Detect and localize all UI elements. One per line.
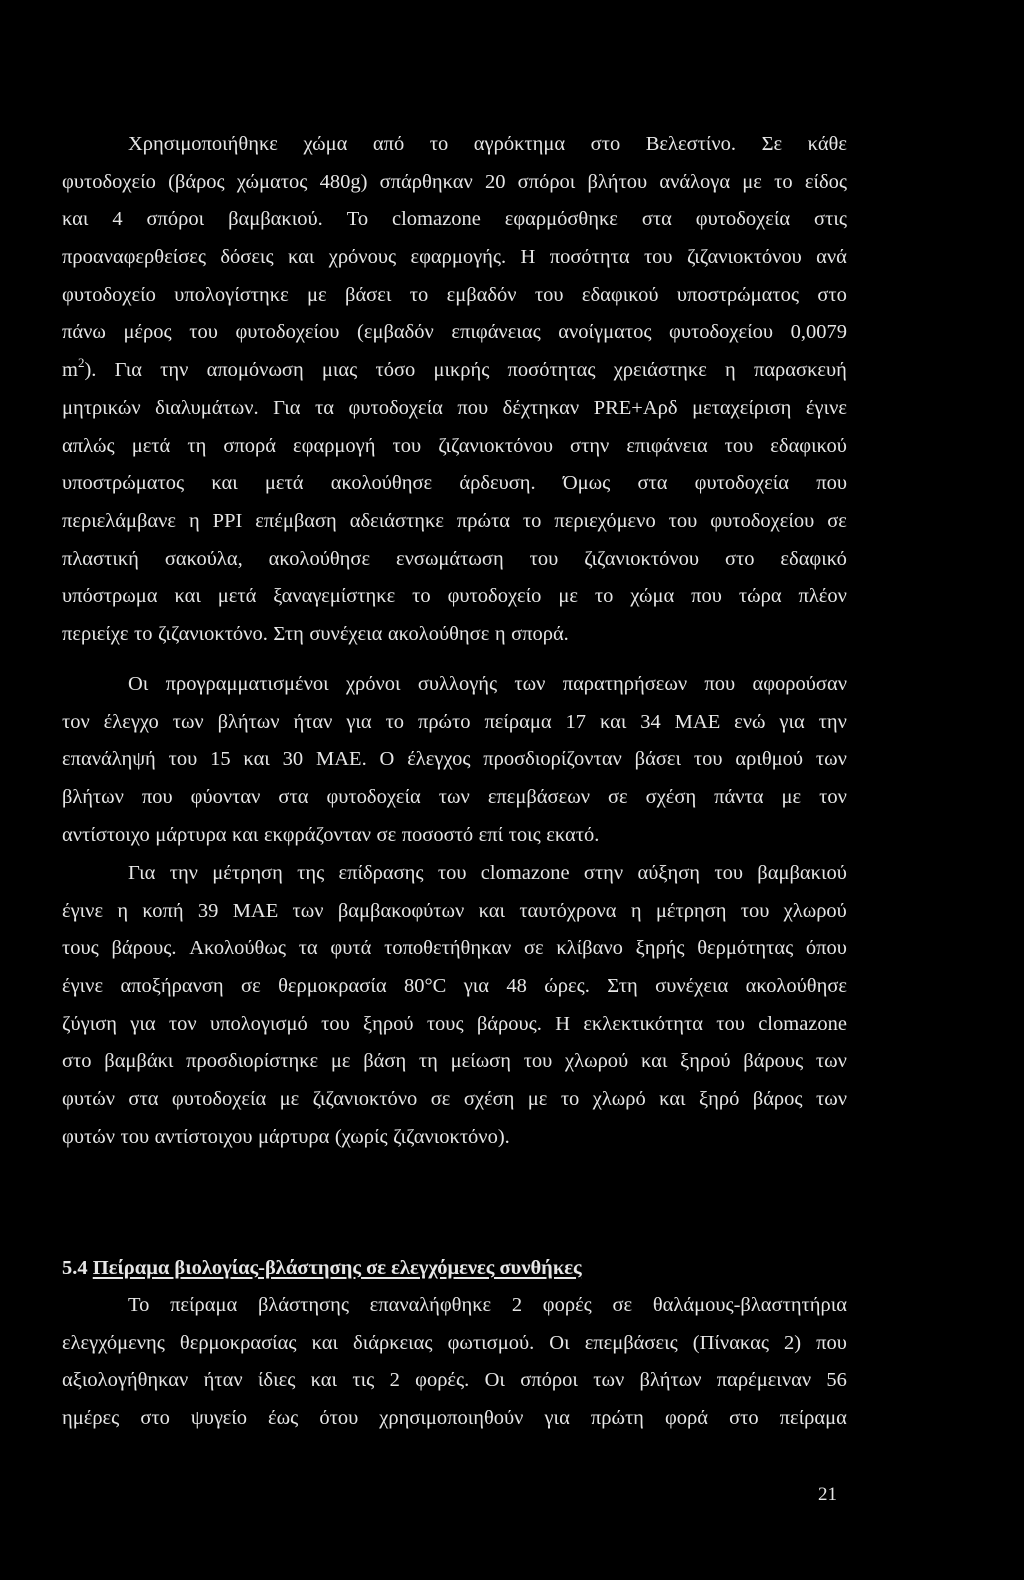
text-line: ζύγιση για τον υπολογισμό του ξηρού τους βάρους. Η εκλεκτικότητα του clomazone [62,1012,847,1035]
text-line: στο βαμβάκι προσδιορίστηκε με βάση τη μείωση του χλωρού και ξηρού βάρους των [62,1050,847,1073]
text-line: απλώς μετά τη σπορά εφαρμογή του ζιζανιοκτόνου στην επιφάνεια του εδαφικού [62,434,847,457]
text-line: και 4 σπόροι βαμβακιού. Το clomazone εφαρμόσθηκε στα φυτοδοχεία στις [62,208,847,231]
text-line: φυτών στα φυτοδοχεία με ζιζανιοκτόνο σε σχέση με το χλωρό και ξηρό βάρος των [62,1088,847,1111]
section-number: 5.4 [62,1257,88,1279]
text-line: περιελάμβανε η PPI επέμβαση αδειάστηκε πρώτα το περιεχόμενο του φυτοδοχείου σε [62,509,847,532]
text-line: ημέρες στο ψυγείο έως ότου χρησιμοποιηθούν για πρώτη φορά στο πείραμα [62,1407,847,1430]
text-line: προαναφερθείσες δόσεις και χρόνους εφαρμογής. Η ποσότητα του ζιζανιοκτόνου ανά [62,246,847,269]
paragraph [62,1287,847,1438]
text-line: αντίστοιχο μάρτυρα και εκφράζονταν σε ποσοστό επί τοις εκατό. [62,823,600,846]
text-line: φυτών του αντίστοιχου μάρτυρα (χωρίς ζιζανιοκτόνο). [62,1125,510,1148]
text-line: φυτοδοχείο υπολογίστηκε με βάσει το εμβαδόν του εδαφικού υποστρώματος στο [62,283,847,306]
text-line: περιείχε το ζιζανιοκτόνο. Στη συνέχεια ακολούθησε η σπορά. [62,622,569,645]
text-line: πλαστική σακούλα, ακολούθησε ενσωμάτωση του ζιζανιοκτόνου στο εδαφικό [62,547,847,570]
text-line: πάνω μέρος του φυτοδοχείου (εμβαδόν επιφάνειας ανοίγματος φυτοδοχείου 0,0079 [62,321,847,344]
text-line: επανάληψή του 15 και 30 ΜΑΕ. Ο έλεγχος προσδιορίζονταν βάσει του αριθμού των [62,748,847,771]
text-line: αξιολογήθηκαν ήταν ίδιες και τις 2 φορές. Οι σπόροι των βλήτων παρέμειναν 56 [62,1369,847,1392]
page-number: 21 [818,1484,837,1505]
paragraph [62,855,847,1157]
text-line: Χρησιμοποιήθηκε χώμα από το αγρόκτημα στο Βελεστίνο. Σε κάθε [128,133,847,155]
text-line: βλήτων που φύονταν στα φυτοδοχεία των επεμβάσεων σε σχέση πάντα με τον [62,786,847,809]
text-line: υποστρώματος και μετά ακολούθησε άρδευση. Όμως στα φυτοδοχεία που [62,472,847,495]
text-line: $m^2$). Για την απομόνωση μιας τόσο μικρής ποσότητας χρειάστηκε η παρασκευή [62,355,847,382]
text-line: Για την μέτρηση της επίδρασης του clomazone στην αύξηση του βαμβακιού [128,862,847,884]
text-line: φυτοδοχείο (βάρος χώματος 480g) σπάρθηκαν 20 σπόροι βλήτου ανάλογα με το είδος [62,170,847,193]
text-line: ελεγχόμενης θερμοκρασίας και διάρκειας φωτισμού. Οι επεμβάσεις (Πίνακας 2) που [62,1331,847,1354]
text-line: Το πείραμα βλάστησης επαναλήφθηκε 2 φορές σε θαλάμους-βλαστητήρια [128,1294,847,1316]
text-line: τον έλεγχο των βλήτων ήταν για το πρώτο πείραμα 17 και 34 ΜΑΕ ενώ για την [62,710,847,733]
section-title: Πείραμα βιολογίας-βλάστησης σε ελεγχόμενες συνθήκες [92,1257,582,1279]
paragraph [62,666,847,854]
text-line: τους βάρους. Ακολούθως τα φυτά τοποθετήθηκαν σε κλίβανο ξηρής θερμότητας όπου [62,937,847,960]
text-line: έγινε αποξήρανση σε θερμοκρασία 80°C για 48 ώρες. Στη συνέχεια ακολούθησε [62,975,847,998]
text-line: μητρικών διαλυμάτων. Για τα φυτοδοχεία που δέχτηκαν PRE+Αρδ μεταχείριση έγινε [62,396,847,419]
text-line: Οι προγραμματισμένοι χρόνοι συλλογής των παρατηρήσεων που αφορούσαν [128,673,847,695]
section-heading [62,1249,582,1287]
paragraph [62,126,847,654]
text-line: έγινε η κοπή 39 ΜΑΕ των βαμβακοφύτων και ταυτόχρονα η μέτρηση του χλωρού [62,899,847,922]
text-line: υπόστρωμα και μετά ξαναγεμίστηκε το φυτοδοχείο με το χώμα που τώρα πλέον [62,585,847,608]
